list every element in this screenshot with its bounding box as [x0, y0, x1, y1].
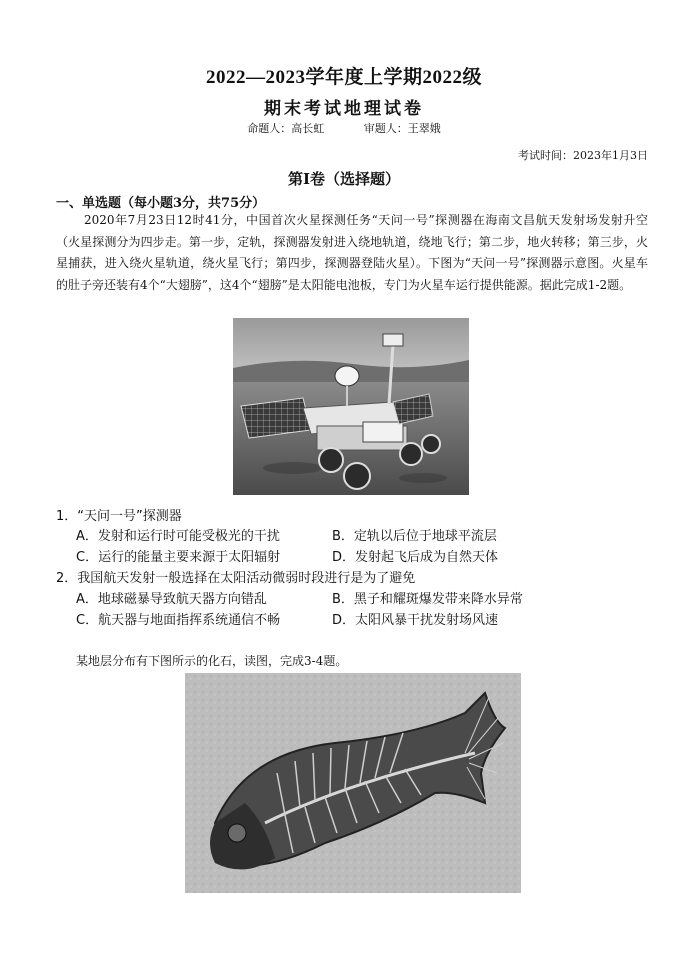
section-title: 第Ⅰ卷（选择题） — [287, 170, 401, 188]
exam-title-line2: 期末考试地理试卷 — [264, 99, 424, 118]
question-2-stem: 2．我国航天发射一般选择在太阳活动微弱时段进行是为了避免 — [56, 571, 416, 586]
question-2-option-d: D．太阳风暴干扰发射场风速 — [332, 613, 499, 628]
question-2-option-b: B．黑子和耀斑爆发带来降水异常 — [332, 592, 523, 607]
question-1 — [56, 505, 182, 524]
question-2 — [56, 567, 415, 586]
part-heading: 一、单选题（每小题3分，共75分） — [56, 196, 266, 211]
author: 命题人：高长虹 — [247, 122, 325, 135]
question-1-option-c: C．运行的能量主要来源于太阳辐射 — [76, 550, 281, 565]
exam-time: 考试时间：2023年1月3日 — [518, 149, 648, 162]
question-1-option-b: B．定轨以后位于地球平流层 — [332, 529, 497, 544]
fish-fossil-figure — [185, 673, 521, 893]
question-2-option-a: A．地球磁暴导致航天器方向错乱 — [76, 592, 267, 607]
exam-title-line1: 2022—2023学年度上学期2022级 — [205, 67, 482, 88]
authors-line — [0, 120, 688, 136]
question-1-option-d: D．发射起飞后成为自然天体 — [332, 550, 499, 565]
reviewer: 审题人：王翠娥 — [363, 122, 441, 135]
question-1-option-a: A．发射和运行时可能受极光的干扰 — [76, 529, 280, 544]
intro-text: 2020年7月23日12时41分，中国首次火星探测任务“天问一号”探测器在海南文昌航天发射场发射升空（火星探测分为四步走。第一步，定轨，探测器发射进入绕地轨道，绕地飞行；第二步，地火转移；第三步，火星捕获，进入绕火星轨道，绕火星飞行；第四步，探测器登陆火星）。下图为“天问一号”探测器示意图。火星车的肚子旁还装有4个“大翅膀”，这4个“翅膀”是太阳能电池板，专门为火星车运行提供能源。据此完成1-2题。 — [56, 213, 648, 293]
question-1-stem: 1．“天问一号”探测器 — [56, 509, 182, 524]
question-2-option-c: C．航天器与地面指挥系统通信不畅 — [76, 613, 281, 628]
intro-paragraph-2: 某地层分布有下图所示的化石，读图，完成3-4题。 — [76, 654, 348, 668]
mars-rover-figure — [233, 318, 469, 495]
intro-paragraph-1 — [56, 210, 648, 297]
